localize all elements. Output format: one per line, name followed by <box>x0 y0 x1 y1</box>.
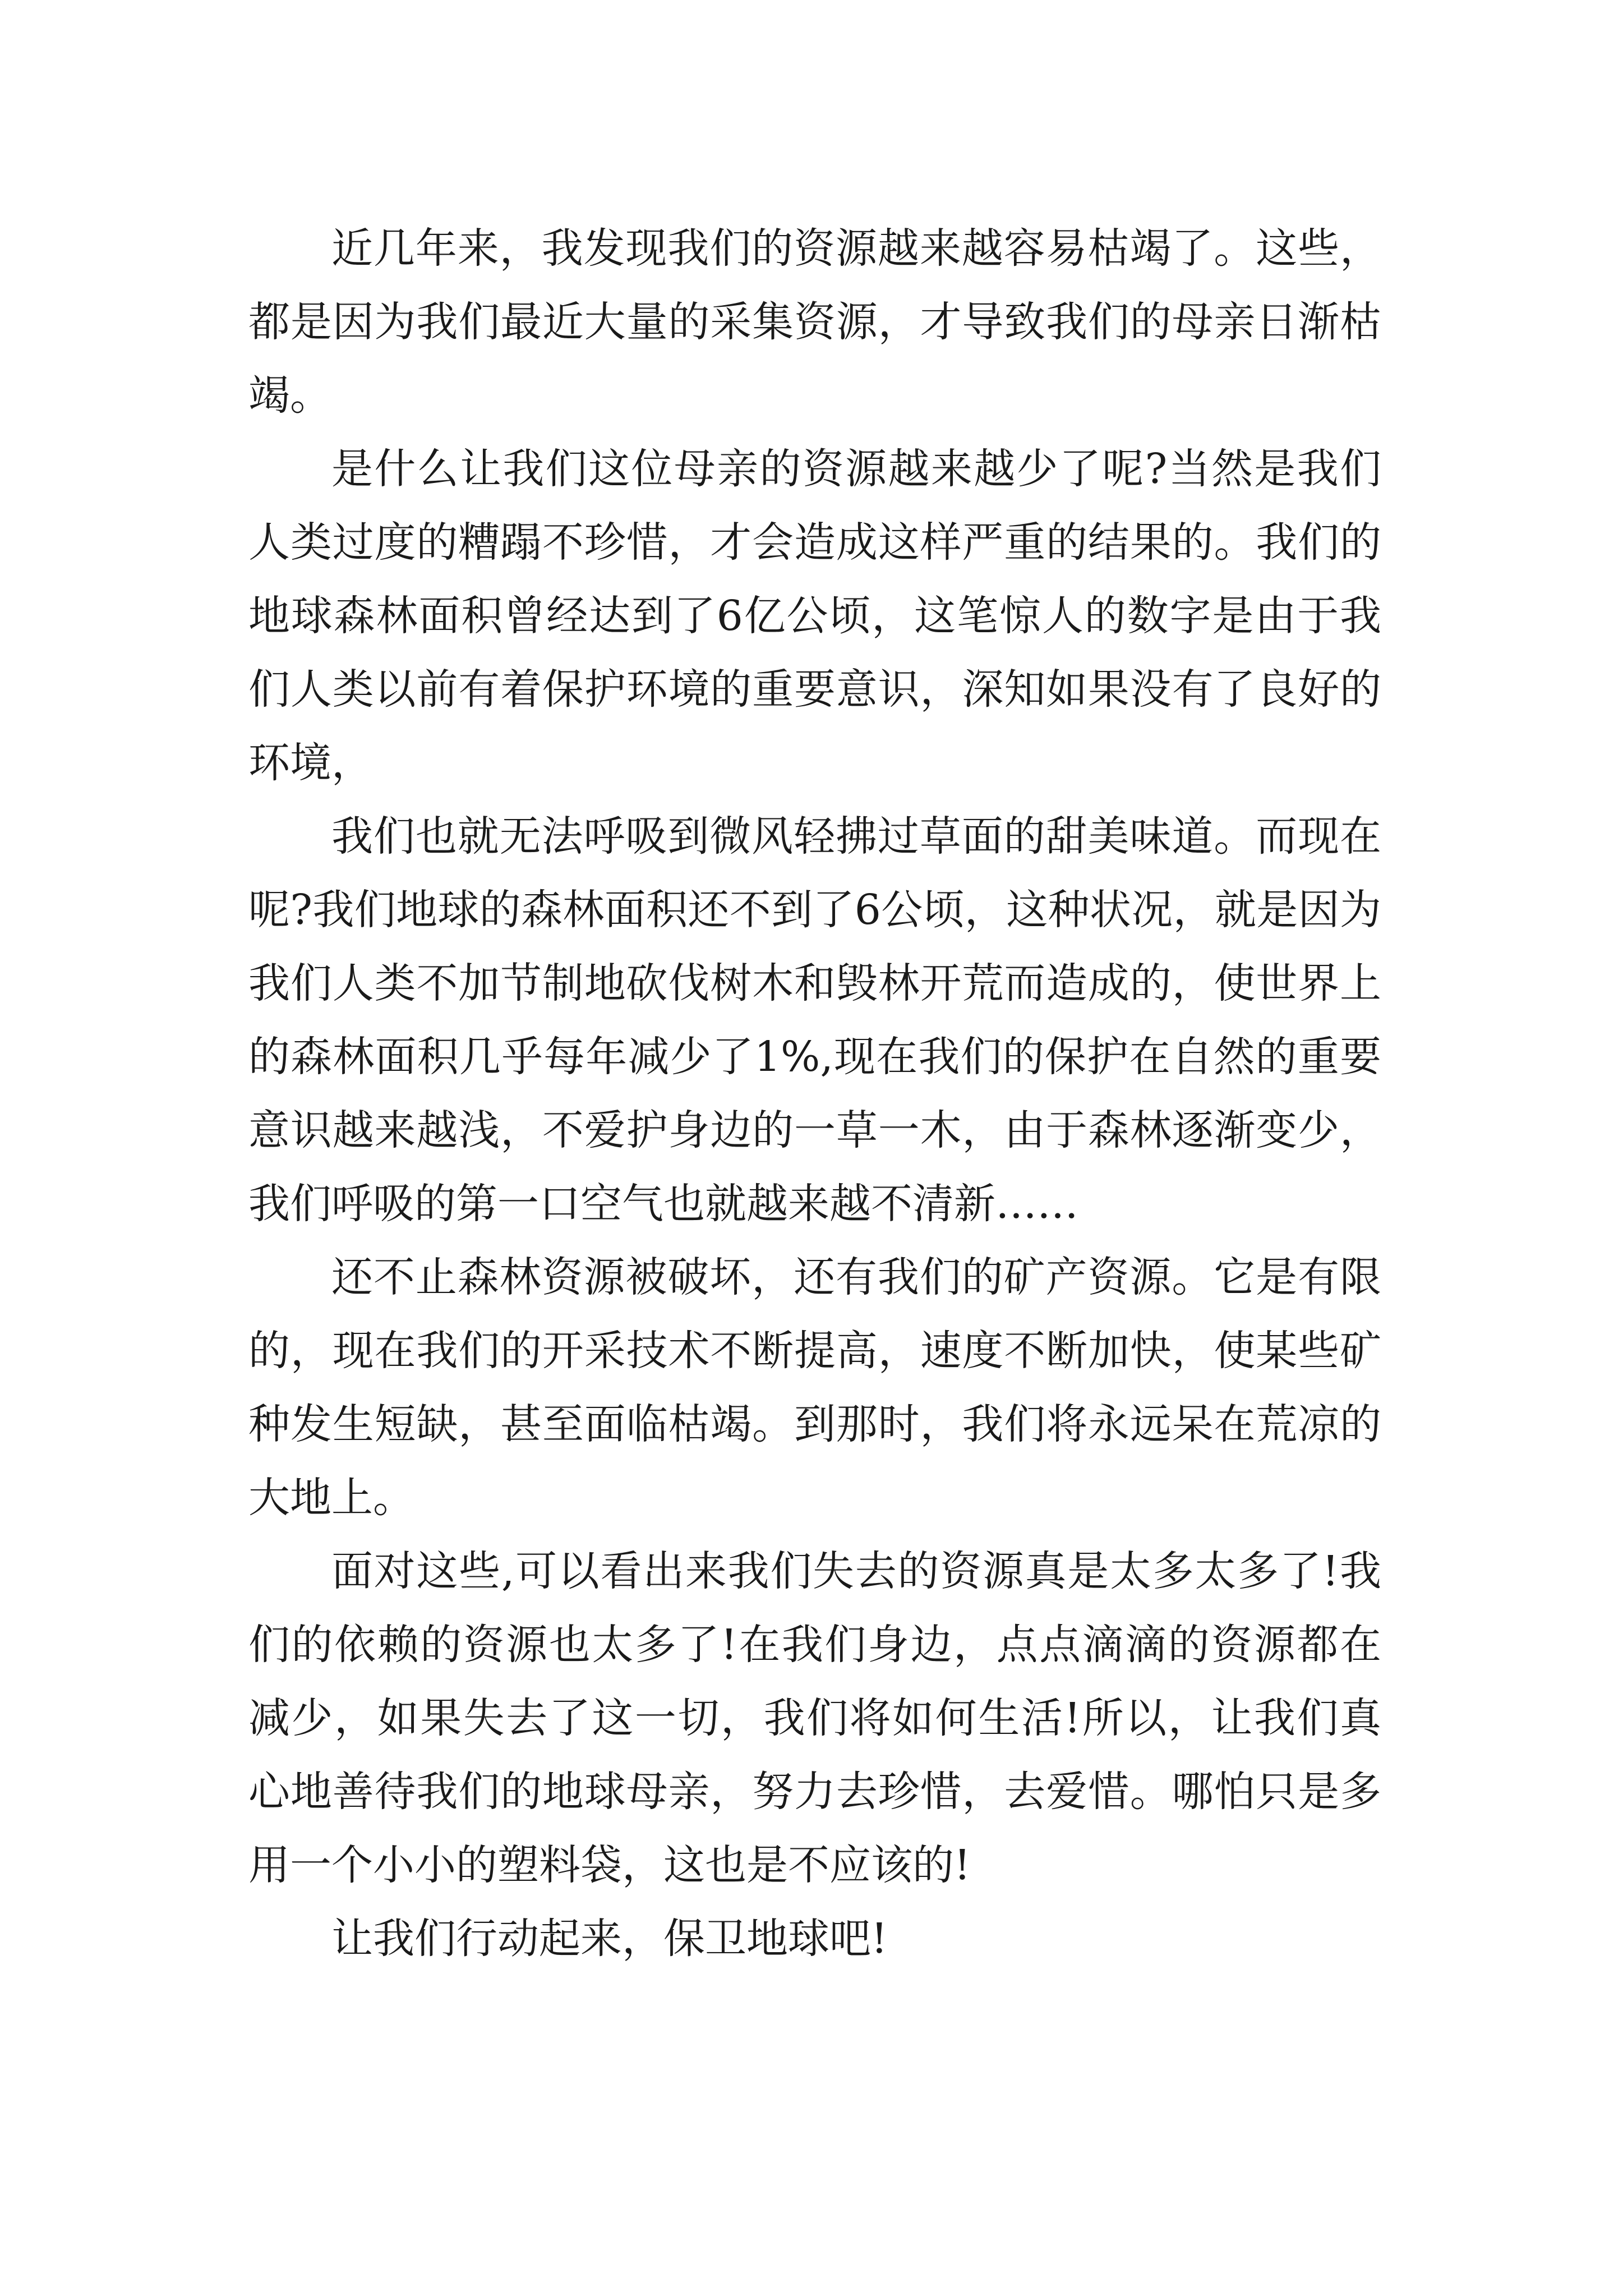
paragraph-5: 面对这些,可以看出来我们失去的资源真是太多太多了!我们的依赖的资源也太多了!在我们身边，点点滴滴的资源都在减少，如果失去了这一切，我们将如何生活!所以，让我们真心地善待我们的地球母亲，努力去珍惜，去爱惜。哪怕只是多用一个小小的塑料袋，这也是不应该的! <box>248 1547 1381 1889</box>
paragraph-1: 近几年来，我发现我们的资源越来越容易枯竭了。这些，都是因为我们最近大量的采集资源，才导致我们的母亲日渐枯竭。 <box>248 224 1381 420</box>
document-body <box>248 212 1381 1976</box>
paragraph-4: 还不止森林资源被破坏，还有我们的矿产资源。它是有限的，现在我们的开采技术不断提高，速度不断加快，使某些矿种发生短缺，甚至面临枯竭。到那时，我们将永远呆在荒凉的大地上。 <box>248 1253 1381 1522</box>
paragraph-2: 是什么让我们这位母亲的资源越来越少了呢?当然是我们人类过度的糟蹋不珍惜，才会造成这样严重的结果的。我们的地球森林面积曾经达到了6亿公顷，这笔惊人的数字是由于我们人类以前有着保护环境的重要意识，深知如果没有了良好的环境， <box>248 445 1381 787</box>
paragraph-6: 让我们行动起来，保卫地球吧! <box>331 1915 888 1963</box>
paragraph-3: 我们也就无法呼吸到微风轻拂过草面的甜美味道。而现在呢?我们地球的森林面积还不到了6公顷，这种状况，就是因为我们人类不加节制地砍伐树木和毁林开荒而造成的，使世界上的森林面积几乎每年减少了1%,现在我们的保护在自然的重要意识越来越浅，不爱护身边的一草一木，由于森林逐渐变少，我们呼吸的第一口空气也就越来越不清新…… <box>248 812 1381 1228</box>
